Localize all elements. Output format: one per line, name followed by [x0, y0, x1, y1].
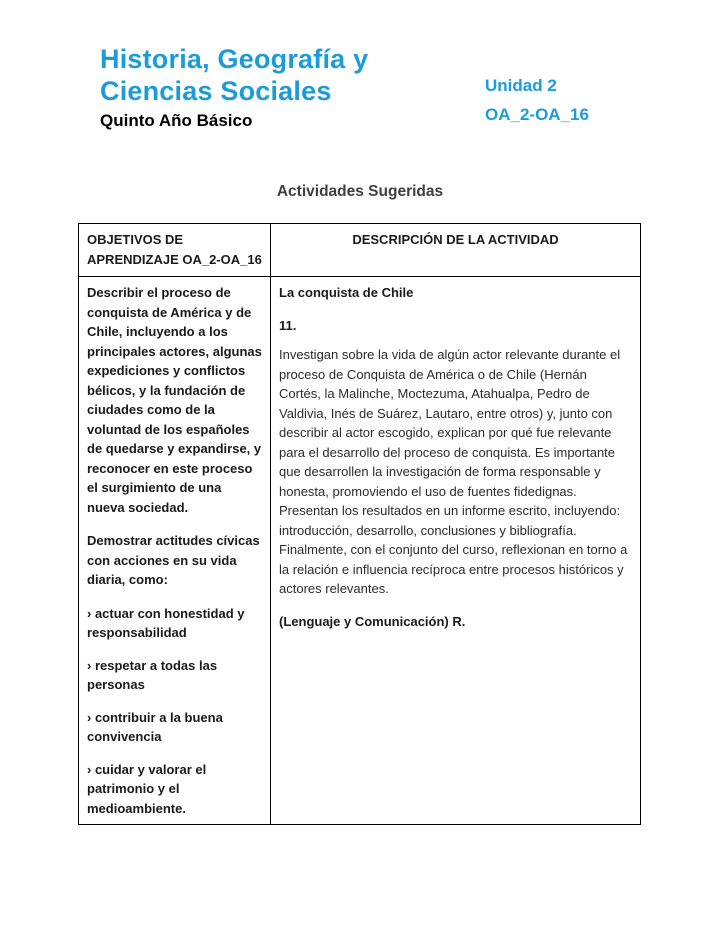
activity-description: Investigan sobre la vida de algún actor relevante durante el proceso de Conquista de América o de Chile (Hernán Cortés, la Malinche, Moctezuma, Atahualpa, Pedro de Valdivia, Inés de Suárez, Lautaro, entre otros) y, junto con describir al actor escogido, explican por qué fue relevante para el desarrollo del proceso de conquista. Es importante que desarrollen la investigación de forma responsable y honesta, promoviendo el uso de fuentes fidedignas. Presentan los resultados en un informe escrito, incluyendo: introducción, desarrollo, conclusiones y bibliografía. Finalmente, con el conjunto del curso, reflexionan en torno a la relación e influencia recíproca entre procesos históricos y actores relevantes.: [279, 347, 628, 597]
unit-label: Unidad 2: [485, 76, 557, 96]
objectives-cell: [79, 277, 271, 825]
grade-subtitle: Quinto Año Básico: [100, 111, 253, 131]
oa-code: OA_2-OA_16: [485, 105, 589, 125]
objective-paragraph: Describir el proceso de conquista de América y de Chile, incluyendo a los principales actores, algunas expediciones y conflictos bélicos, y la fundación de ciudades como de la voluntad de los españoles de quedarse y expandirse, y reconocer en este proceso el surgimiento de una nueva sociedad.: [87, 285, 262, 515]
objective-bullet: › contribuir a la buena convivencia: [87, 709, 223, 745]
objective-bullet: › actuar con honestidad y responsabilidad: [87, 605, 245, 641]
document-title: Historia, Geografía y Ciencias Sociales: [100, 44, 369, 106]
header-right: [485, 72, 620, 131]
objective-bullet: › respetar a todas las personas: [87, 657, 218, 693]
objective-bullet: › cuidar y valorar el patrimonio y el medioambiente.: [87, 761, 207, 816]
table-header-row: [79, 224, 641, 277]
activities-table: [78, 223, 641, 825]
description-column-header: DESCRIPCIÓN DE LA ACTIVIDAD: [271, 224, 641, 277]
activity-subject-tag: (Lenguaje y Comunicación) R.: [279, 613, 466, 629]
activity-cell: [271, 277, 641, 825]
document-header: [0, 0, 720, 131]
objective-paragraph: Demostrar actitudes cívicas con acciones en su vida diaria, como:: [87, 533, 260, 588]
activity-number: 11.: [279, 317, 297, 333]
header-left: [100, 44, 485, 131]
table-body-row: [79, 277, 641, 825]
activity-title: La conquista de Chile: [279, 285, 414, 301]
section-title: Actividades Sugeridas: [276, 183, 444, 201]
objectives-column-header: OBJETIVOS DE APRENDIZAJE OA_2-OA_16: [79, 224, 271, 277]
